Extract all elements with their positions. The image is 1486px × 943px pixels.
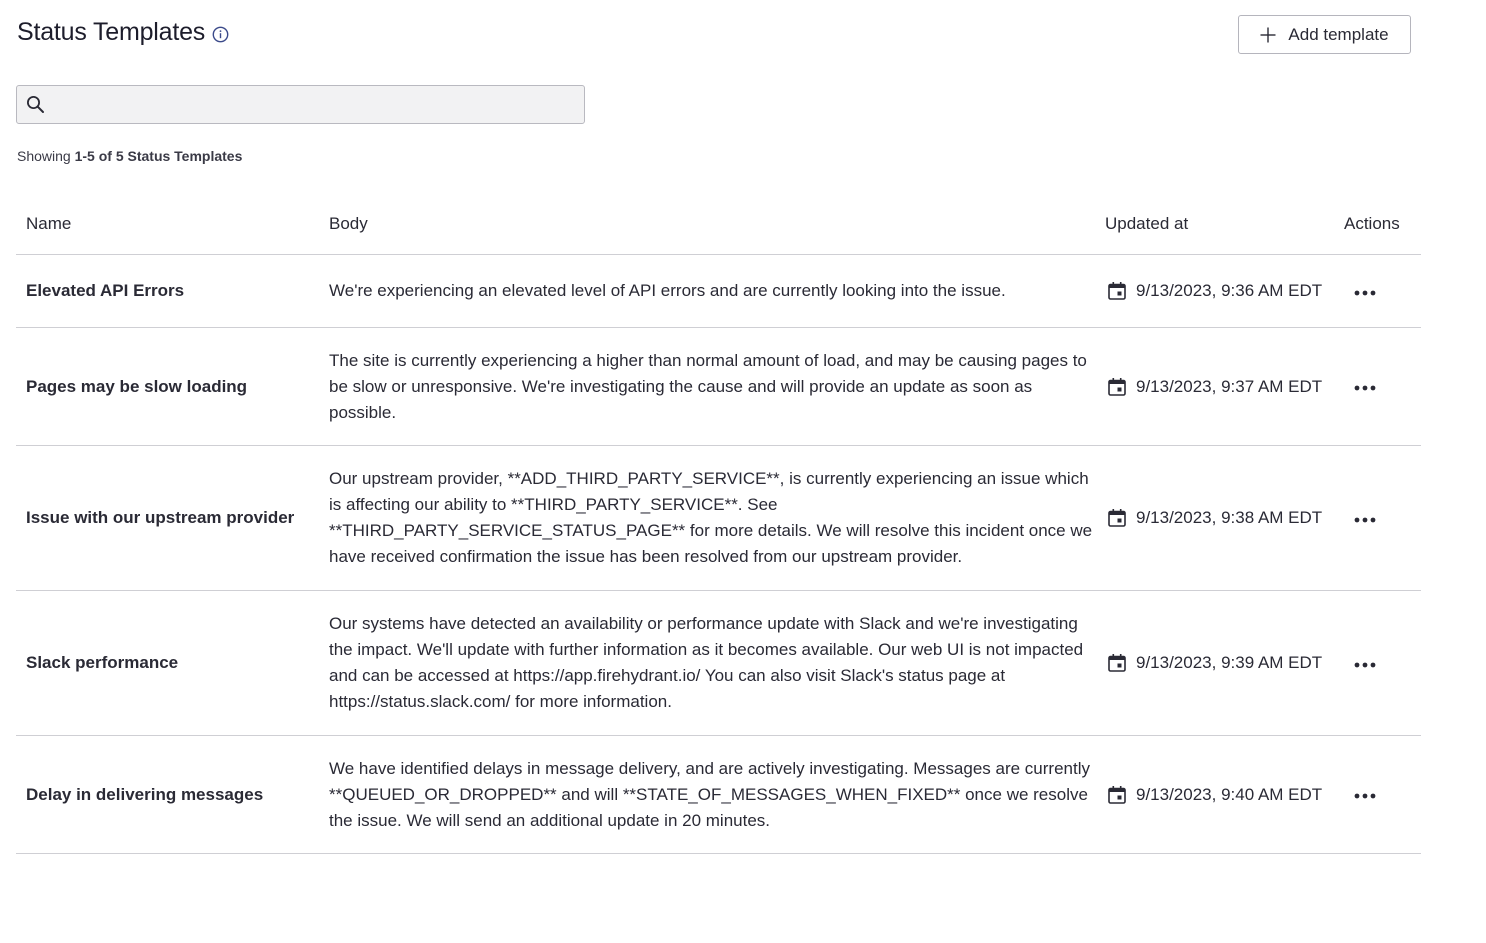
template-body: Our systems have detected an availability or performance update with Slack and we're investigating the impact. We'll update with further information as it becomes available. Our web UI is not impacted and can be accessed at https://app.firehydrant.io/ You can also visit Slack's status page at https://status.slack.com/ for more information. bbox=[329, 591, 1105, 736]
column-header-body[interactable]: Body bbox=[329, 194, 1105, 255]
search-input[interactable] bbox=[51, 85, 584, 124]
table-header-row bbox=[16, 194, 1421, 255]
template-body: We're experiencing an elevated level of API errors and are currently looking into the issue. bbox=[329, 255, 1105, 328]
template-body: We have identified delays in message delivery, and are actively investigating. Messages are currently **QUEUED_OR_DROPPED** and will **STATE_OF_MESSAGES_WHEN_FIXED** once we resolve the issue. We will send an additional update in 20 minutes. bbox=[329, 736, 1105, 854]
updated-at-text: 9/13/2023, 9:39 AM EDT bbox=[1136, 653, 1323, 672]
template-name[interactable]: Elevated API Errors bbox=[16, 255, 329, 328]
more-options-button[interactable] bbox=[1350, 784, 1380, 808]
table-row bbox=[16, 736, 1421, 854]
table-row bbox=[16, 446, 1421, 591]
template-body: The site is currently experiencing a higher than normal amount of load, and may be causing pages to be slow or unresponsive. We're investigating the cause and will provide an update as soon as possible. bbox=[329, 328, 1105, 446]
results-summary-range: 1-5 of 5 Status Templates bbox=[74, 148, 243, 164]
page-title: Status Templates bbox=[17, 18, 206, 46]
more-options-button[interactable] bbox=[1350, 281, 1380, 305]
results-summary-prefix: Showing bbox=[17, 148, 71, 164]
template-name[interactable]: Issue with our upstream provider bbox=[16, 446, 329, 591]
updated-at-text: 9/13/2023, 9:40 AM EDT bbox=[1136, 784, 1323, 804]
info-icon[interactable] bbox=[212, 26, 229, 43]
more-options-icon bbox=[1354, 290, 1376, 296]
updated-at-text: 9/13/2023, 9:36 AM EDT bbox=[1136, 281, 1323, 300]
column-header-name[interactable]: Name bbox=[16, 194, 329, 255]
updated-at-cell bbox=[1105, 255, 1344, 328]
actions-cell bbox=[1344, 591, 1421, 736]
calendar-icon bbox=[1107, 281, 1127, 301]
table-row bbox=[16, 328, 1421, 446]
template-name[interactable]: Delay in delivering messages bbox=[16, 736, 329, 854]
updated-at-cell bbox=[1105, 446, 1344, 591]
updated-at-text: 9/13/2023, 9:37 AM EDT bbox=[1136, 376, 1323, 396]
template-name[interactable]: Slack performance bbox=[16, 591, 329, 736]
results-summary bbox=[17, 148, 242, 164]
calendar-icon bbox=[1107, 508, 1127, 528]
add-template-label: Add template bbox=[1288, 24, 1389, 44]
updated-at bbox=[1105, 782, 1344, 808]
template-body: Our upstream provider, **ADD_THIRD_PARTY_SERVICE**, is currently experiencing an issue which is affecting our ability to **THIRD_PARTY_SERVICE**. See **THIRD_PARTY_SERVICE_STATUS_PAGE** for more details. We will resolve this incident once we have received confirmation the issue has been resolved from our upstream provider. bbox=[329, 446, 1105, 591]
calendar-icon bbox=[1107, 377, 1127, 397]
updated-at bbox=[1105, 505, 1344, 531]
templates-table bbox=[16, 194, 1421, 854]
column-header-actions: Actions bbox=[1344, 194, 1421, 255]
plus-icon bbox=[1260, 27, 1276, 43]
actions-cell bbox=[1344, 255, 1421, 328]
calendar-icon bbox=[1107, 785, 1127, 805]
updated-at bbox=[1105, 374, 1344, 400]
more-options-button[interactable] bbox=[1350, 653, 1380, 677]
search-icon bbox=[26, 95, 45, 114]
table-row bbox=[16, 591, 1421, 736]
actions-cell bbox=[1344, 736, 1421, 854]
calendar-icon bbox=[1107, 653, 1127, 673]
more-options-icon bbox=[1354, 662, 1376, 668]
more-options-icon bbox=[1354, 517, 1376, 523]
updated-at-cell bbox=[1105, 328, 1344, 446]
actions-cell bbox=[1344, 446, 1421, 591]
more-options-icon bbox=[1354, 793, 1376, 799]
more-options-button[interactable] bbox=[1350, 508, 1380, 532]
updated-at-cell bbox=[1105, 736, 1344, 854]
updated-at bbox=[1105, 278, 1344, 304]
table-row bbox=[16, 255, 1421, 328]
more-options-button[interactable] bbox=[1350, 376, 1380, 400]
updated-at-cell bbox=[1105, 591, 1344, 736]
column-header-updated-at[interactable]: Updated at bbox=[1105, 194, 1344, 255]
add-template-button[interactable] bbox=[1238, 15, 1411, 54]
search-box bbox=[16, 85, 585, 124]
page-header bbox=[17, 18, 229, 47]
updated-at-text: 9/13/2023, 9:38 AM EDT bbox=[1136, 508, 1323, 527]
actions-cell bbox=[1344, 328, 1421, 446]
more-options-icon bbox=[1354, 385, 1376, 391]
template-name[interactable]: Pages may be slow loading bbox=[16, 328, 329, 446]
updated-at bbox=[1105, 650, 1344, 676]
